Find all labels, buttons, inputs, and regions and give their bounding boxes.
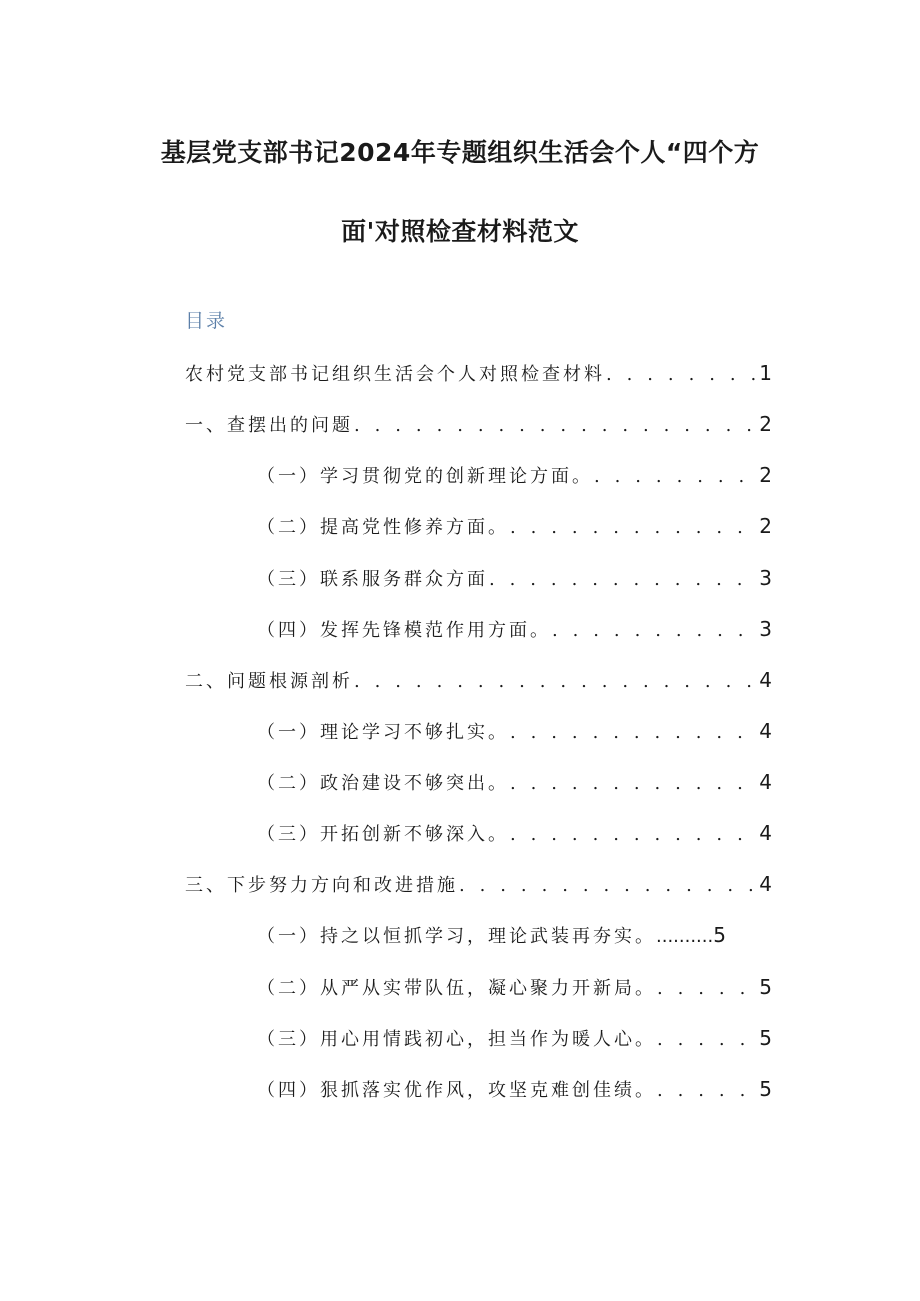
toc-page-number: 4 xyxy=(759,872,772,896)
toc-leader-dots: .......... xyxy=(656,926,714,947)
toc-entry-label: （三）用心用情践初心，担当作为暖人心。 xyxy=(257,1029,656,1050)
toc-entry-label: （一）理论学习不够扎实。 xyxy=(257,722,509,743)
toc-entry[interactable] xyxy=(257,922,726,952)
toc-page-number: 5 xyxy=(759,1026,772,1050)
toc-entry[interactable] xyxy=(185,871,772,901)
toc-entry-label: 二、问题根源剖析 xyxy=(185,671,353,692)
toc-entry[interactable] xyxy=(185,667,772,697)
toc-leader-dots xyxy=(552,620,757,641)
toc-leader-dots xyxy=(594,466,757,487)
toc-page-number: 2 xyxy=(759,514,772,538)
toc-leader-dots xyxy=(657,1029,757,1050)
toc-entry[interactable] xyxy=(257,820,772,850)
toc-page-number: 2 xyxy=(759,463,772,487)
toc-entry-label: （一）持之以恒抓学习，理论武装再夯实。 xyxy=(257,926,656,947)
toc-entry-label: 三、下步努力方向和改进措施 xyxy=(185,875,458,896)
toc-entry-label: （二）提高党性修养方面。 xyxy=(257,517,509,538)
toc-page-number: 5 xyxy=(713,923,726,947)
document-title-line-1: 基层党支部书记2024年专题组织生活会个人“四个方 xyxy=(160,138,760,167)
toc-entry[interactable] xyxy=(257,718,772,748)
toc-page-number: 2 xyxy=(759,412,772,436)
toc-page-number: 5 xyxy=(759,1077,772,1101)
document-title-line-2: 面'对照检查材料范文 xyxy=(341,217,579,246)
toc-heading: 目录 xyxy=(185,310,228,332)
toc-page-number: 4 xyxy=(759,821,772,845)
toc-entry-label: 农村党支部书记组织生活会个人对照检查材料 xyxy=(185,364,605,385)
toc-entry[interactable] xyxy=(257,1076,772,1106)
toc-leader-dots xyxy=(354,671,757,692)
toc-leader-dots xyxy=(354,415,757,436)
toc-leader-dots xyxy=(510,517,757,538)
toc-entry[interactable] xyxy=(257,616,772,646)
toc-page-number: 1 xyxy=(759,361,772,385)
toc-page-number: 4 xyxy=(759,668,772,692)
toc-entry-label: （四）狠抓落实优作风，攻坚克难创佳绩。 xyxy=(257,1080,656,1101)
toc-page-number: 4 xyxy=(759,719,772,743)
toc-entry-label: （四）发挥先锋模范作用方面。 xyxy=(257,620,551,641)
toc-entry-label: （一）学习贯彻党的创新理论方面。 xyxy=(257,466,593,487)
toc-entry-label: （三）联系服务群众方面 xyxy=(257,569,488,590)
toc-entry-label: （三）开拓创新不够深入。 xyxy=(257,824,509,845)
toc-entry[interactable] xyxy=(257,769,772,799)
toc-entry-label: 一、查摆出的问题 xyxy=(185,415,353,436)
toc-leader-dots xyxy=(510,824,757,845)
toc-entry[interactable] xyxy=(185,411,772,441)
toc-entry-label: （二）从严从实带队伍，凝心聚力开新局。 xyxy=(257,978,656,999)
toc-entry[interactable] xyxy=(185,360,772,390)
toc-page-number: 4 xyxy=(759,770,772,794)
toc-page-number: 3 xyxy=(759,566,772,590)
toc-page-number: 5 xyxy=(759,975,772,999)
toc-leader-dots xyxy=(510,773,757,794)
toc-entry[interactable] xyxy=(257,513,772,543)
toc-page-number: 3 xyxy=(759,617,772,641)
toc-entry-label: （二）政治建设不够突出。 xyxy=(257,773,509,794)
toc-entry[interactable] xyxy=(257,565,772,595)
toc-leader-dots xyxy=(489,569,757,590)
toc-entry[interactable] xyxy=(257,462,772,492)
toc-entry[interactable] xyxy=(257,1025,772,1055)
toc-leader-dots xyxy=(459,875,757,896)
toc-leader-dots xyxy=(657,1080,757,1101)
toc-entry[interactable] xyxy=(257,974,772,1004)
toc-leader-dots xyxy=(606,364,757,385)
toc-leader-dots xyxy=(657,978,757,999)
toc-leader-dots xyxy=(510,722,757,743)
